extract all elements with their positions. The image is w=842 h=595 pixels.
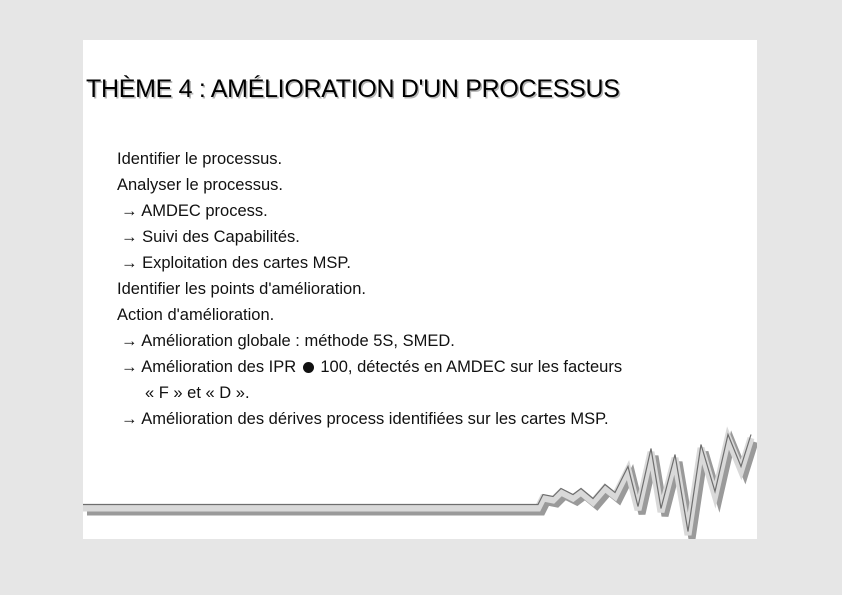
line-text: AMDEC process. bbox=[141, 202, 268, 220]
line-text: Exploitation des cartes MSP. bbox=[142, 254, 351, 272]
arrow-icon: → bbox=[121, 228, 138, 246]
slide-title: THÈME 4 : AMÉLIORATION D'UN PROCESSUS bbox=[86, 75, 620, 103]
arrow-icon: → bbox=[121, 254, 138, 272]
arrow-icon: → bbox=[121, 202, 138, 220]
line-text: Amélioration des dérives process identifiées sur les cartes MSP. bbox=[141, 410, 609, 428]
zigzag-line-icon bbox=[83, 40, 757, 539]
line-text-after: 100, détectés en AMDEC sur les facteurs bbox=[320, 358, 623, 376]
arrow-icon: → bbox=[121, 332, 138, 350]
arrow-icon: → bbox=[121, 410, 138, 428]
line-text: Amélioration globale : méthode 5S, SMED. bbox=[141, 332, 455, 350]
line-text-before: Amélioration des IPR bbox=[141, 358, 297, 376]
line-text: « F » et « D ». bbox=[145, 384, 250, 402]
line-text: Identifier les points d'amélioration. bbox=[117, 280, 366, 298]
line-text: Analyser le processus. bbox=[117, 176, 283, 194]
line-text: Action d'amélioration. bbox=[117, 306, 275, 324]
line-text: Identifier le processus. bbox=[117, 150, 283, 168]
arrow-icon: → bbox=[121, 358, 138, 376]
slide bbox=[83, 40, 757, 539]
line-text: Suivi des Capabilités. bbox=[142, 228, 300, 246]
